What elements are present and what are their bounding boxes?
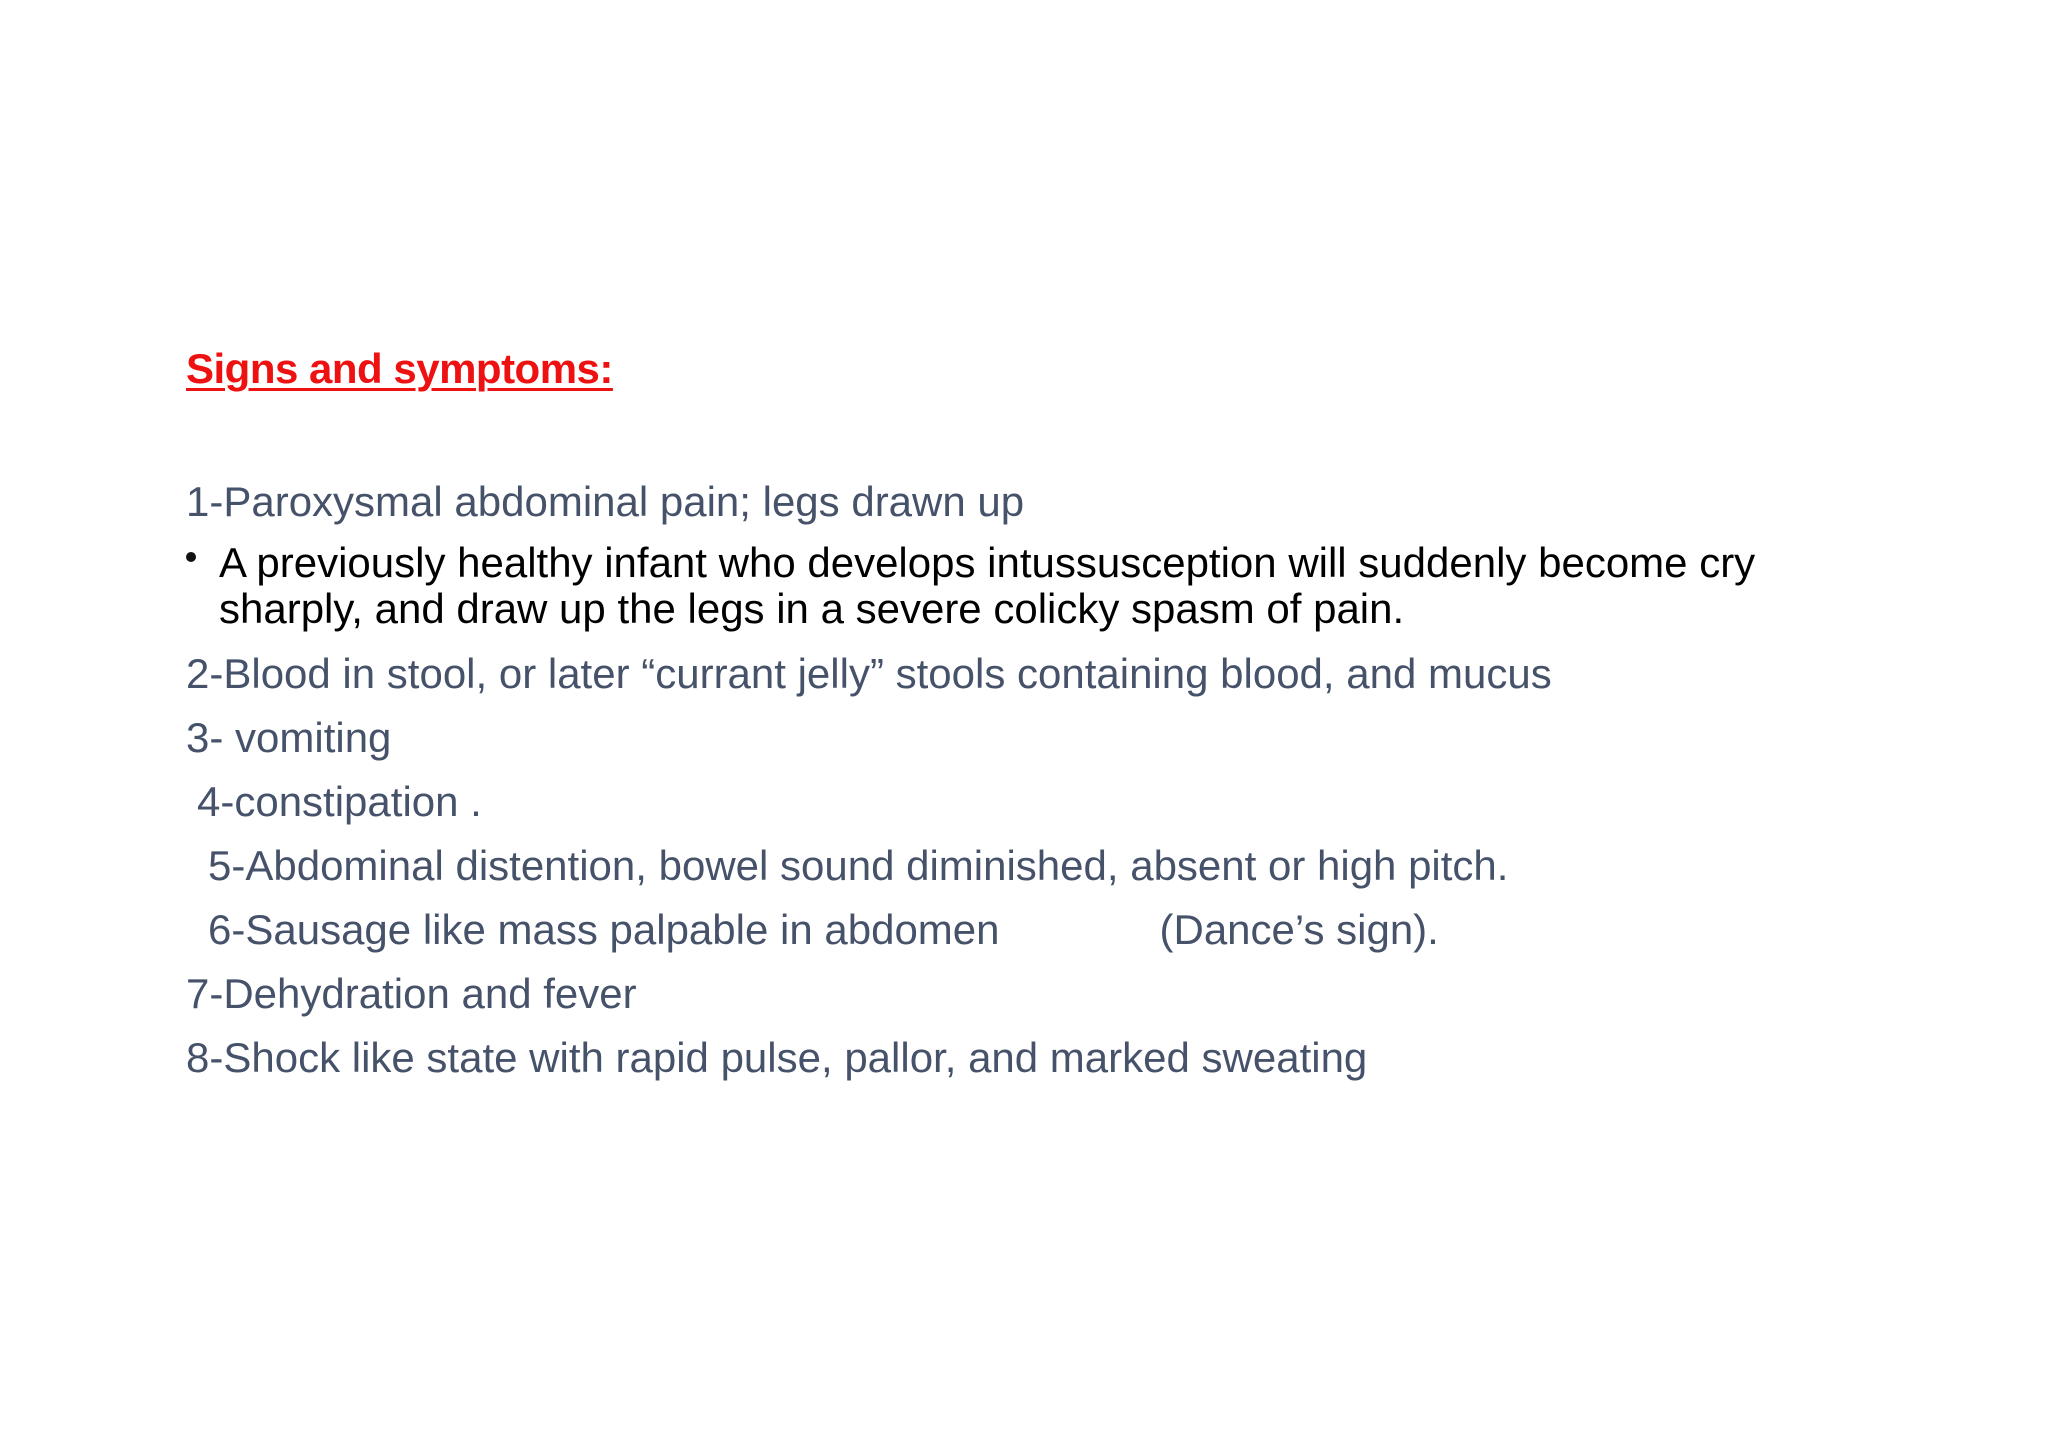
symptom-item-2: 2-Blood in stool, or later “currant jelly” stools containing blood, and mucus	[186, 650, 1552, 697]
symptom-item-7: 7-Dehydration and fever	[186, 970, 637, 1017]
bullet-dot-icon	[186, 552, 196, 562]
symptom-item-3: 3- vomiting	[186, 714, 392, 761]
dances-sign-label: (Dance’s sign).	[1159, 906, 1439, 953]
slide-heading: Signs and symptoms:	[186, 345, 613, 392]
symptom-item-4: 4-constipation .	[197, 778, 482, 825]
symptom-item-6	[208, 906, 1439, 954]
symptom-item-6-text: 6-Sausage like mass palpable in abdomen	[208, 906, 1000, 953]
bullet-note-text: A previously healthy infant who develops intussusception will suddenly become cry sharply, and draw up the legs in a severe colicky spasm of pain.	[219, 539, 1756, 632]
symptom-item-1: 1-Paroxysmal abdominal pain; legs drawn up	[186, 478, 1025, 525]
symptom-item-8: 8-Shock like state with rapid pulse, pallor, and marked sweating	[186, 1034, 1368, 1081]
symptom-item-5: 5-Abdominal distention, bowel sound diminished, absent or high pitch.	[208, 842, 1509, 889]
